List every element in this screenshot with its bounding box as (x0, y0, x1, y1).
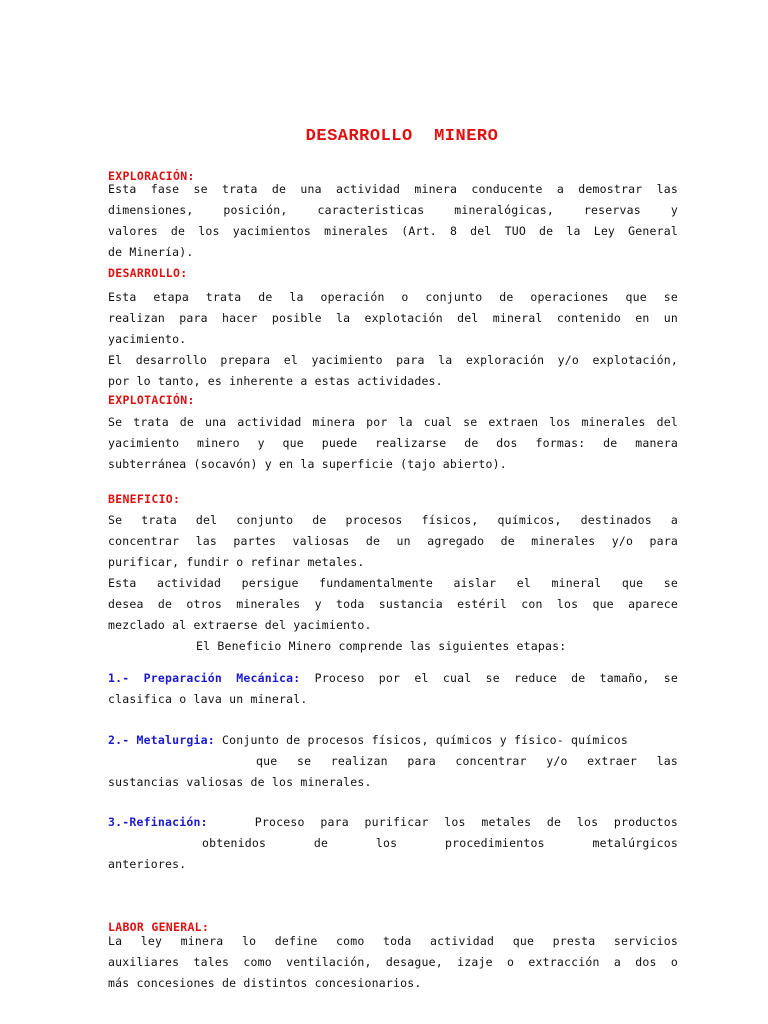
text-line: mezclado al extraerse del yacimiento. (108, 618, 372, 632)
text-line: El desarrollo prepara el yacimiento para la exploración y/o explotación, (108, 353, 678, 367)
paragraph-labor-general (108, 931, 678, 994)
text-line: obtenidos de los procedimientos metalúrgicos (202, 836, 678, 850)
text-line: desea de otros minerales y toda sustancia estéril con los que aparece (108, 597, 678, 611)
paragraph-etapa-3 (108, 812, 678, 875)
paragraph-explotacion (108, 412, 678, 475)
text-line: anteriores. (108, 857, 187, 871)
text-line: El Beneficio Minero comprende las siguientes etapas: (196, 639, 567, 653)
text-line: más concesiones de distintos concesionarios. (108, 976, 422, 990)
paragraph-desarrollo (108, 287, 678, 392)
text-line: clasifica o lava un mineral. (108, 692, 308, 706)
text-line: valores de los yacimientos minerales (Art. 8 del TUO de la Ley General (108, 224, 678, 238)
text-line: yacimiento minero y que puede realizarse de dos formas: de manera (108, 436, 678, 450)
text-line: La ley minera lo define como toda actividad que presta servicios (108, 934, 678, 948)
paragraph-beneficio (108, 510, 678, 657)
heading-exploracion: EXPLORACIÓN: (108, 169, 195, 183)
text-line: subterránea (socavón) y en la superficie (tajo abierto). (108, 457, 507, 471)
paragraph-exploracion (108, 179, 678, 263)
text-line: sustancias valiosas de los minerales. (108, 775, 372, 789)
etapa-2-label: 2.- Metalurgia: (108, 733, 215, 747)
heading-desarrollo: DESARROLLO: (108, 266, 188, 280)
heading-explotacion: EXPLOTACIÓN: (108, 393, 195, 407)
heading-labor-general: LABOR GENERAL: (108, 920, 210, 934)
etapa-2-text: Conjunto de procesos físicos, químicos y físico- químicos (221, 733, 629, 747)
text-line: auxiliares tales como ventilación, desague, izaje o extracción a dos o (108, 955, 678, 969)
text-line: de Minería). (108, 245, 194, 259)
etapa-3-text: Proceso para purificar los metales de los productos (254, 815, 678, 829)
heading-beneficio: BENEFICIO: (108, 492, 181, 506)
text-line: concentrar las partes valiosas de un agregado de minerales y/o para (108, 534, 678, 548)
text-line: dimensiones, posición, caracteristicas mineralógicas, reservas y (108, 203, 678, 217)
text-line: Esta actividad persigue fundamentalmente aislar el mineral que se (108, 576, 678, 590)
etapa-1-label: 1.- Preparación Mecánica: (108, 671, 301, 685)
page-title: DESARROLLO MINERO (305, 127, 499, 146)
paragraph-etapa-1 (108, 668, 678, 710)
text-line: Esta fase se trata de una actividad minera conducente a demostrar las (108, 182, 678, 196)
etapa-3-label: 3.-Refinación: (108, 815, 208, 829)
text-line: yacimiento. (108, 332, 187, 346)
text-line: que se realizan para concentrar y/o extraer las (256, 754, 678, 768)
paragraph-etapa-2 (108, 730, 678, 793)
etapa-1-text: Proceso por el cual se reduce de tamaño, se (314, 671, 678, 685)
text-line (108, 730, 678, 751)
text-line: Se trata del conjunto de procesos físicos, químicos, destinados a (108, 513, 678, 527)
text-line (108, 812, 678, 833)
text-line (108, 668, 678, 689)
text-line: realizan para hacer posible la explotación del mineral contenido en un (108, 311, 678, 325)
text-line: Esta etapa trata de la operación o conjunto de operaciones que se (108, 290, 678, 304)
text-line: por lo tanto, es inherente a estas actividades. (108, 374, 443, 388)
text-line: purificar, fundir o refinar metales. (108, 555, 365, 569)
text-line: Se trata de una actividad minera por la cual se extraen los minerales del (108, 415, 678, 429)
